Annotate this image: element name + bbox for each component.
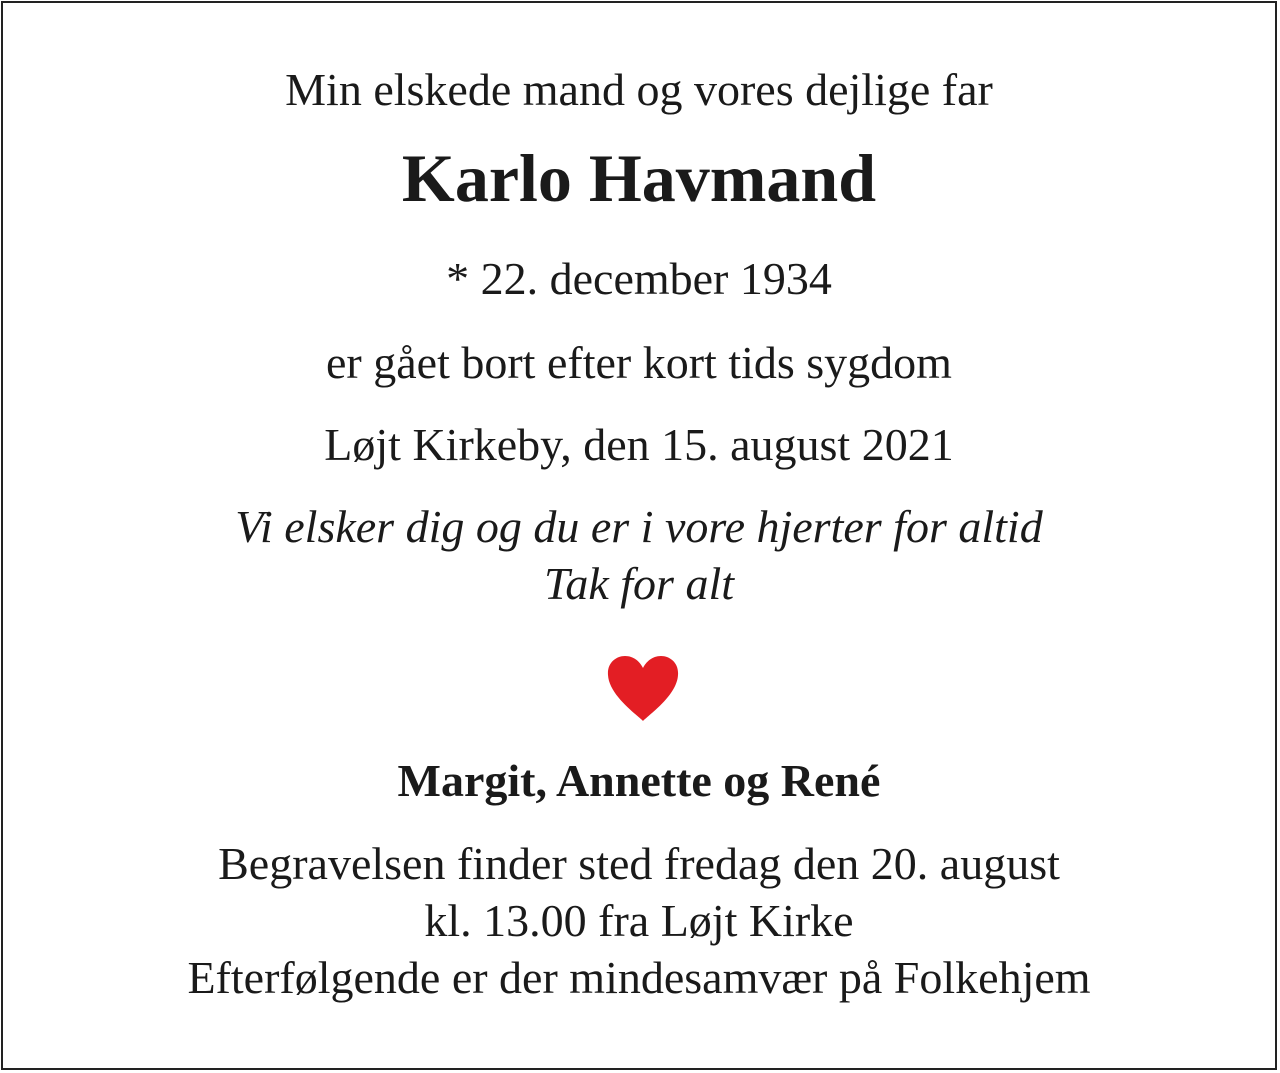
- funeral-info-line: Efterfølgende er der mindesamvær på Folkehjem: [187, 952, 1091, 1003]
- birth-date: * 22. december 1934: [446, 253, 832, 304]
- quote-line: Tak for alt: [543, 558, 735, 609]
- quote-line: Vi elsker dig og du er i vore hjerter for altid: [235, 501, 1043, 552]
- obituary-notice: [1, 1, 1277, 1070]
- place-and-date: Løjt Kirkeby, den 15. august 2021: [324, 419, 954, 470]
- funeral-info-line: Begravelsen finder sted fredag den 20. august: [218, 838, 1060, 889]
- intro-text: Min elskede mand og vores dejlige far: [285, 64, 993, 115]
- funeral-info-line: kl. 13.00 fra Løjt Kirke: [424, 895, 854, 946]
- passing-text: er gået bort efter kort tids sygdom: [326, 337, 952, 388]
- heart-icon: [606, 655, 680, 723]
- signers: Margit, Annette og René: [397, 755, 881, 806]
- deceased-name: Karlo Havmand: [401, 140, 877, 216]
